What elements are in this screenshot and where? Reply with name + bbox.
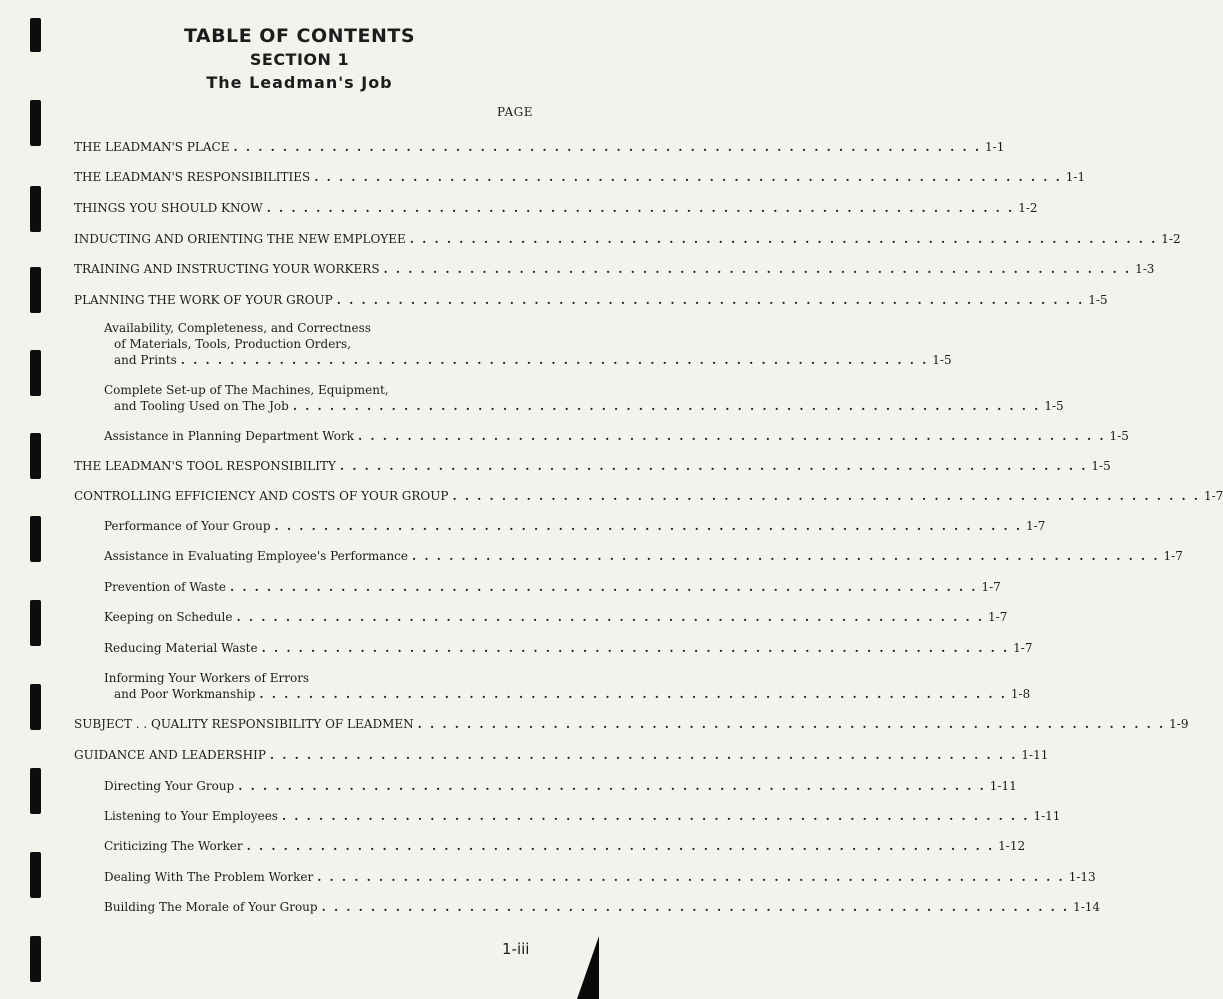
dot-leader: . . . . . . . . . . . . . . . . . . . . . . . . . . . . . . . . . . . . . . . . . . . . . . . . . . . . . . . . . . . . .: [259, 687, 1007, 701]
toc-line: [104, 899, 1101, 915]
toc-entry-label: Complete Set-up of The Machines, Equipment,: [104, 383, 389, 397]
toc-entry-label: and Poor Workmanship: [114, 687, 256, 701]
dot-leader: . . . . . . . . . . . . . . . . . . . . . . . . . . . . . . . . . . . . . . . . . . . . . . . . . . . . . . . . . . . . .: [452, 489, 1200, 503]
toc-entry-label: Listening to Your Employees: [104, 809, 278, 823]
toc-page-number: 1-8: [1010, 687, 1031, 701]
dot-leader: . . . . . . . . . . . . . . . . . . . . . . . . . . . . . . . . . . . . . . . . . . . . . . . . . . . . . . . . . . . . .: [336, 293, 1085, 307]
toc-subentry: [104, 838, 1026, 854]
toc-page-number: 1-5: [1044, 399, 1064, 413]
toc-line: [74, 488, 1223, 504]
toc-page-number: 1-1: [985, 140, 1005, 154]
toc-page-number: 1-11: [989, 779, 1017, 793]
page-column-header: PAGE: [497, 105, 533, 119]
toc-line: [74, 747, 1049, 763]
toc-line: [74, 458, 1111, 474]
toc-page-number: 1-7: [1026, 519, 1046, 533]
toc-line: [104, 640, 1033, 656]
toc-entry-label: Directing Your Group: [104, 779, 235, 793]
section-heading: SECTION 1: [249, 50, 350, 69]
toc-entry: [74, 458, 1111, 474]
dot-leader: . . . . . . . . . . . . . . . . . . . . . . . . . . . . . . . . . . . . . . . . . . . . . . . . . . . . . . . . . . . . .: [274, 519, 1023, 533]
toc-entry: [74, 261, 1155, 277]
toc-entry-label: THE LEADMAN'S RESPONSIBILITIES: [74, 170, 311, 184]
toc-page-number: 1-13: [1068, 870, 1096, 884]
binding-hole: [30, 267, 41, 313]
dot-leader: . . . . . . . . . . . . . . . . . . . . . . . . . . . . . . . . . . . . . . . . . . . . . . . . . . . . . . . . . . . . .: [261, 641, 1010, 655]
binding-hole: [30, 186, 41, 232]
toc-page-number: 1-5: [1109, 429, 1129, 443]
toc-subentry: [104, 869, 1096, 885]
toc-line: [104, 808, 1061, 824]
binding-hole: [30, 768, 41, 814]
toc-page-number: 1-7: [1203, 489, 1223, 503]
toc-entry-label: Building The Morale of Your Group: [104, 900, 318, 914]
toc-subentry: [104, 579, 1001, 595]
toc-entry-label: SUBJECT . . QUALITY RESPONSIBILITY OF LEADMEN: [74, 717, 414, 731]
page-number: 1-iii: [502, 940, 530, 958]
toc-page-number: 1-12: [998, 839, 1026, 853]
toc-entry-label: Dealing With The Problem Worker: [104, 870, 314, 884]
toc-subentry: [104, 518, 1046, 534]
toc-subentry: [104, 320, 952, 368]
toc-page-number: 1-7: [1013, 641, 1033, 655]
toc-line: [104, 336, 547, 352]
toc-entry-label: Availability, Completeness, and Correctness: [104, 321, 371, 335]
dot-leader: . . . . . . . . . . . . . . . . . . . . . . . . . . . . . . . . . . . . . . . . . . . . . . . . . . . . . . . . . . . . .: [292, 399, 1041, 413]
toc-line: [104, 670, 547, 686]
dot-leader: . . . . . . . . . . . . . . . . . . . . . . . . . . . . . . . . . . . . . . . . . . . . . . . . . . . . . . . . . . . . .: [321, 900, 1070, 914]
toc-line: [74, 261, 1155, 277]
toc-line: [104, 382, 547, 398]
toc-page-number: 1-1: [1065, 170, 1086, 184]
toc-entry-label: Assistance in Planning Department Work: [104, 429, 355, 443]
toc-line: [74, 231, 1181, 247]
toc-line: [74, 292, 1108, 308]
toc-subentry: [104, 382, 1064, 414]
toc-subentry: [104, 778, 1017, 794]
binding-hole: [30, 516, 41, 562]
toc-line: [104, 869, 1096, 885]
toc-page-number: 1-5: [1091, 459, 1111, 473]
toc-entry-label: CONTROLLING EFFICIENCY AND COSTS OF YOUR GROUP: [74, 489, 449, 503]
toc-line: [104, 548, 1183, 564]
toc-line: [74, 716, 1189, 732]
toc-line: [104, 686, 1031, 702]
toc-entry: [74, 231, 1181, 247]
toc-entry-label: and Tooling Used on The Job: [114, 399, 289, 413]
toc-page-number: 1-2: [1018, 201, 1038, 215]
toc-subentry: [104, 548, 1183, 564]
toc-page-number: 1-7: [1163, 549, 1183, 563]
page-title: TABLE OF CONTENTS: [183, 25, 416, 47]
toc-line: [104, 518, 1046, 534]
section-subtitle: The Leadman's Job: [206, 73, 393, 92]
toc-entry-label: of Materials, Tools, Production Orders,: [114, 337, 352, 351]
toc-line: [104, 320, 547, 336]
toc-entry-label: Informing Your Workers of Errors: [104, 671, 310, 685]
toc-page-number: 1-9: [1169, 717, 1189, 731]
binding-hole: [30, 684, 41, 730]
binding-hole: [30, 852, 41, 898]
dot-leader: . . . . . . . . . . . . . . . . . . . . . . . . . . . . . . . . . . . . . . . . . . . . . . . . . . . . . . . . . . . . .: [281, 809, 1030, 823]
dot-leader: . . . . . . . . . . . . . . . . . . . . . . . . . . . . . . . . . . . . . . . . . . . . . . . . . . . . . . . . . . . . .: [358, 429, 1106, 443]
dot-leader: . . . . . . . . . . . . . . . . . . . . . . . . . . . . . . . . . . . . . . . . . . . . . . . . . . . . . . . . . . . . .: [236, 610, 984, 624]
dot-leader: . . . . . . . . . . . . . . . . . . . . . . . . . . . . . . . . . . . . . . . . . . . . . . . . . . . . . . . . . . . . .: [266, 201, 1015, 215]
toc-line: [104, 352, 952, 368]
toc-entry-label: THINGS YOU SHOULD KNOW: [74, 201, 263, 215]
toc-entry: [74, 169, 1086, 185]
binding-hole: [30, 350, 41, 396]
toc-entry: [74, 747, 1049, 763]
toc-line: [104, 428, 1129, 444]
dot-leader: . . . . . . . . . . . . . . . . . . . . . . . . . . . . . . . . . . . . . . . . . . . . . . . . . . . . . . . . . . . . .: [383, 262, 1132, 276]
toc-subentry: [104, 609, 1008, 625]
toc-page-number: 1-7: [981, 580, 1001, 594]
toc-entry-label: INDUCTING AND ORIENTING THE NEW EMPLOYEE: [74, 232, 406, 246]
toc-entry-label: GUIDANCE AND LEADERSHIP: [74, 748, 266, 762]
toc-page-number: 1-7: [988, 610, 1008, 624]
toc-page-number: 1-5: [932, 353, 952, 367]
binding-hole: [30, 600, 41, 646]
dot-leader: . . . . . . . . . . . . . . . . . . . . . . . . . . . . . . . . . . . . . . . . . . . . . . . . . . . . . . . . . . . . .: [417, 717, 1166, 731]
toc-entry-label: PLANNING THE WORK OF YOUR GROUP: [74, 293, 333, 307]
toc-line: [104, 609, 1008, 625]
dot-leader: . . . . . . . . . . . . . . . . . . . . . . . . . . . . . . . . . . . . . . . . . . . . . . . . . . . . . . . . . . . . .: [339, 459, 1088, 473]
dot-leader: . . . . . . . . . . . . . . . . . . . . . . . . . . . . . . . . . . . . . . . . . . . . . . . . . . . . . . . . . . . . .: [269, 748, 1018, 762]
toc-entry-label: Reducing Material Waste: [104, 641, 258, 655]
toc-entry-label: Assistance in Evaluating Employee's Performance: [104, 549, 408, 563]
toc-entry-label: Prevention of Waste: [104, 580, 226, 594]
toc-entry-label: THE LEADMAN'S PLACE: [74, 140, 230, 154]
toc-line: [104, 838, 1026, 854]
toc-line: [74, 169, 1086, 185]
toc-page-number: 1-2: [1161, 232, 1181, 246]
toc-page-number: 1-3: [1135, 262, 1155, 276]
dot-leader: . . . . . . . . . . . . . . . . . . . . . . . . . . . . . . . . . . . . . . . . . . . . . . . . . . . . . . . . . . . . .: [246, 839, 995, 853]
toc-line: [74, 139, 1005, 155]
binding-hole: [30, 100, 41, 146]
toc-entry: [74, 200, 1038, 216]
toc-entry: [74, 716, 1189, 732]
binding-hole: [30, 433, 41, 479]
toc-line: [74, 200, 1038, 216]
toc-entry: [74, 292, 1108, 308]
dot-leader: . . . . . . . . . . . . . . . . . . . . . . . . . . . . . . . . . . . . . . . . . . . . . . . . . . . . . . . . . . . . .: [409, 232, 1158, 246]
toc-line: [104, 778, 1017, 794]
toc-page-number: 1-14: [1073, 900, 1101, 914]
toc-subentry: [104, 428, 1129, 444]
toc-entry-label: and Prints: [114, 353, 177, 367]
toc-entry-label: TRAINING AND INSTRUCTING YOUR WORKERS: [74, 262, 380, 276]
dot-leader: . . . . . . . . . . . . . . . . . . . . . . . . . . . . . . . . . . . . . . . . . . . . . . . . . . . . . . . . . . . . .: [238, 779, 986, 793]
toc-subentry: [104, 670, 1031, 702]
toc-line: [104, 579, 1001, 595]
toc-subentry: [104, 640, 1033, 656]
toc-entry: [74, 488, 1223, 504]
toc-entry-label: THE LEADMAN'S TOOL RESPONSIBILITY: [74, 459, 336, 473]
toc-page-number: 1-11: [1033, 809, 1061, 823]
toc-entry: [74, 139, 1005, 155]
dot-leader: . . . . . . . . . . . . . . . . . . . . . . . . . . . . . . . . . . . . . . . . . . . . . . . . . . . . . . . . . . . . .: [412, 549, 1160, 563]
toc-subentry: [104, 808, 1061, 824]
toc-subentry: [104, 899, 1101, 915]
page-corner: [577, 936, 599, 999]
binding-hole: [30, 936, 41, 982]
dot-leader: . . . . . . . . . . . . . . . . . . . . . . . . . . . . . . . . . . . . . . . . . . . . . . . . . . . . . . . . . . . . .: [233, 140, 982, 154]
toc-entry-label: Performance of Your Group: [104, 519, 271, 533]
dot-leader: . . . . . . . . . . . . . . . . . . . . . . . . . . . . . . . . . . . . . . . . . . . . . . . . . . . . . . . . . . . . .: [317, 870, 1065, 884]
toc-entry-label: Criticizing The Worker: [104, 839, 243, 853]
toc-page-number: 1-5: [1088, 293, 1108, 307]
dot-leader: . . . . . . . . . . . . . . . . . . . . . . . . . . . . . . . . . . . . . . . . . . . . . . . . . . . . . . . . . . . . .: [229, 580, 978, 594]
toc-entry-label: Keeping on Schedule: [104, 610, 233, 624]
toc-page-number: 1-11: [1021, 748, 1049, 762]
toc-line: [104, 398, 1064, 414]
dot-leader: . . . . . . . . . . . . . . . . . . . . . . . . . . . . . . . . . . . . . . . . . . . . . . . . . . . . . . . . . . . . .: [314, 170, 1062, 184]
dot-leader: . . . . . . . . . . . . . . . . . . . . . . . . . . . . . . . . . . . . . . . . . . . . . . . . . . . . . . . . . . . . .: [180, 353, 929, 367]
